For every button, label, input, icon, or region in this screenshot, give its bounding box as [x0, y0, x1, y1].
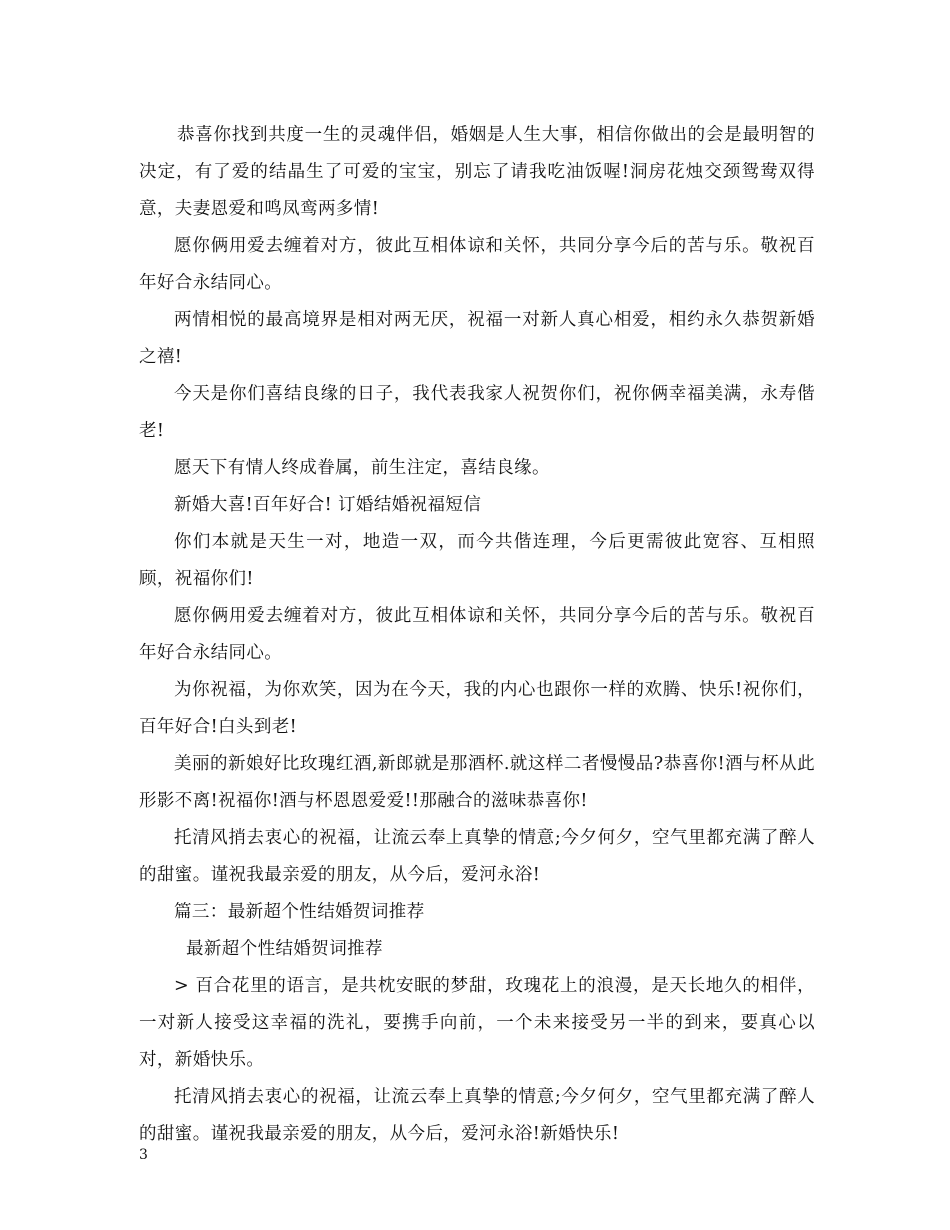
section-subheading: 最新超个性结婚贺词推荐	[186, 939, 383, 959]
paragraph: 恭喜你找到共度一生的灵魂伴侣，婚姻是人生大事，相信你做出的会是最明智的决定，有了爱的结晶生了可爱的宝宝，别忘了请我吃油饭喔!洞房花烛交颈鸳鸯双得意，夫妻恩爱和鸣凤鸾两多情!	[139, 125, 815, 219]
document-body	[139, 117, 815, 1153]
paragraph: 为你祝福，为你欢笑，因为在今天，我的内心也跟你一样的欢腾、快乐!祝你们，百年好合!白头到老!	[139, 680, 815, 737]
paragraph: 愿天下有情人终成眷属，前生注定，喜结良缘。	[174, 458, 550, 478]
paragraph: > 百合花里的语言，是共枕安眠的梦甜，玫瑰花上的浪漫，是天长地久的相伴，一对新人接受这幸福的洗礼，要携手向前，一个未来接受另一半的到来，要真心以对，新婚快乐。	[139, 976, 815, 1070]
page-number: 3	[139, 1147, 148, 1163]
paragraph: 愿你俩用爱去缠着对方，彼此互相体谅和关怀，共同分享今后的苦与乐。敬祝百年好合永结同心。	[139, 606, 815, 663]
section-heading: 篇三：最新超个性结婚贺词推荐	[174, 902, 425, 922]
paragraph: 新婚大喜!百年好合! 订婚结婚祝福短信	[174, 495, 482, 515]
paragraph: 托清风捎去衷心的祝福，让流云奉上真挚的情意;今夕何夕，空气里都充满了醉人的甜蜜。谨祝我最亲爱的朋友，从今后，爱河永浴!新婚快乐!	[139, 1087, 815, 1144]
paragraph: 托清风捎去衷心的祝福，让流云奉上真挚的情意;今夕何夕，空气里都充满了醉人的甜蜜。谨祝我最亲爱的朋友，从今后，爱河永浴!	[139, 828, 815, 885]
paragraph: 美丽的新娘好比玫瑰红酒,新郎就是那酒杯.就这样二者慢慢品?恭喜你!酒与杯从此形影不离!祝福你!酒与杯恩恩爱爱!!那融合的滋味恭喜你!	[139, 754, 815, 811]
paragraph: 两情相悦的最高境界是相对两无厌，祝福一对新人真心相爱，相约永久恭贺新婚之禧!	[139, 310, 815, 367]
paragraph: 你们本就是天生一对，地造一双，而今共偕连理，今后更需彼此宽容、互相照顾，祝福你们!	[139, 532, 815, 589]
paragraph: 今天是你们喜结良缘的日子，我代表我家人祝贺你们，祝你俩幸福美满，永寿偕老!	[139, 384, 815, 441]
paragraph: 愿你俩用爱去缠着对方，彼此互相体谅和关怀，共同分享今后的苦与乐。敬祝百年好合永结同心。	[139, 236, 815, 293]
